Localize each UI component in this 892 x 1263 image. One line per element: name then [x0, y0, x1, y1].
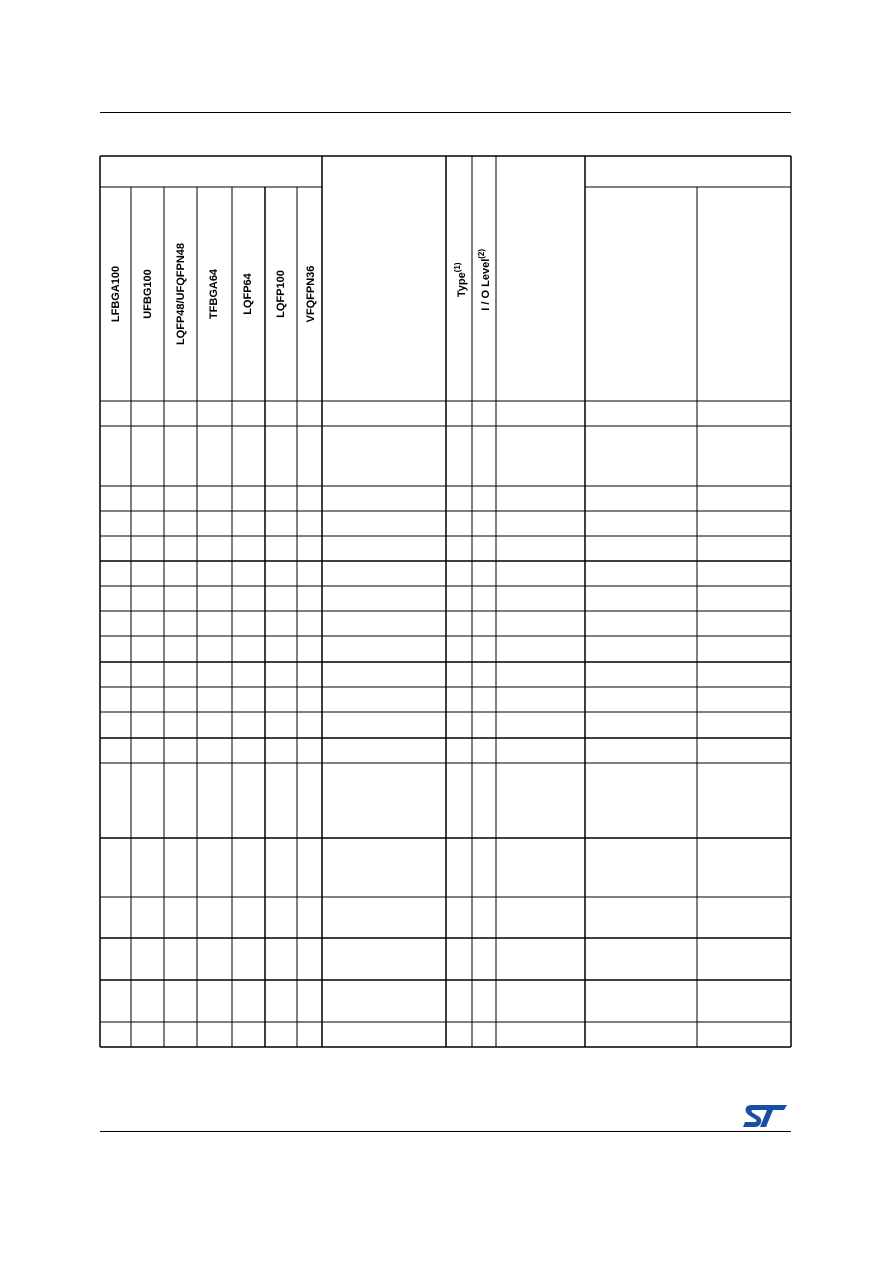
st-logo: [742, 1104, 788, 1128]
col-header-lqfp100: LQFP100: [275, 270, 287, 318]
col-header-type: [452, 180, 468, 380]
st-logo-shape: [743, 1105, 787, 1127]
col-header-tfbga64: TFBGA64: [208, 268, 220, 320]
col-header-io-level: [476, 180, 492, 380]
type-label: Type: [455, 272, 468, 298]
type-footnote: (1): [453, 262, 463, 273]
footer-rule: [100, 1131, 791, 1132]
col-header-ufbg100: UFBG100: [142, 269, 154, 319]
io-level-footnote: (2): [477, 248, 487, 259]
col-header-lqfp64: LQFP64: [242, 273, 254, 315]
col-header-lqfp48-ufqfpn48: LQFP48/UFQFPN48: [175, 242, 187, 346]
col-header-lfbga100: LFBGA100: [110, 265, 122, 323]
col-header-vfqfpn36: VFQFPN36: [305, 265, 317, 323]
io-level-label: I / O Level: [479, 258, 492, 311]
